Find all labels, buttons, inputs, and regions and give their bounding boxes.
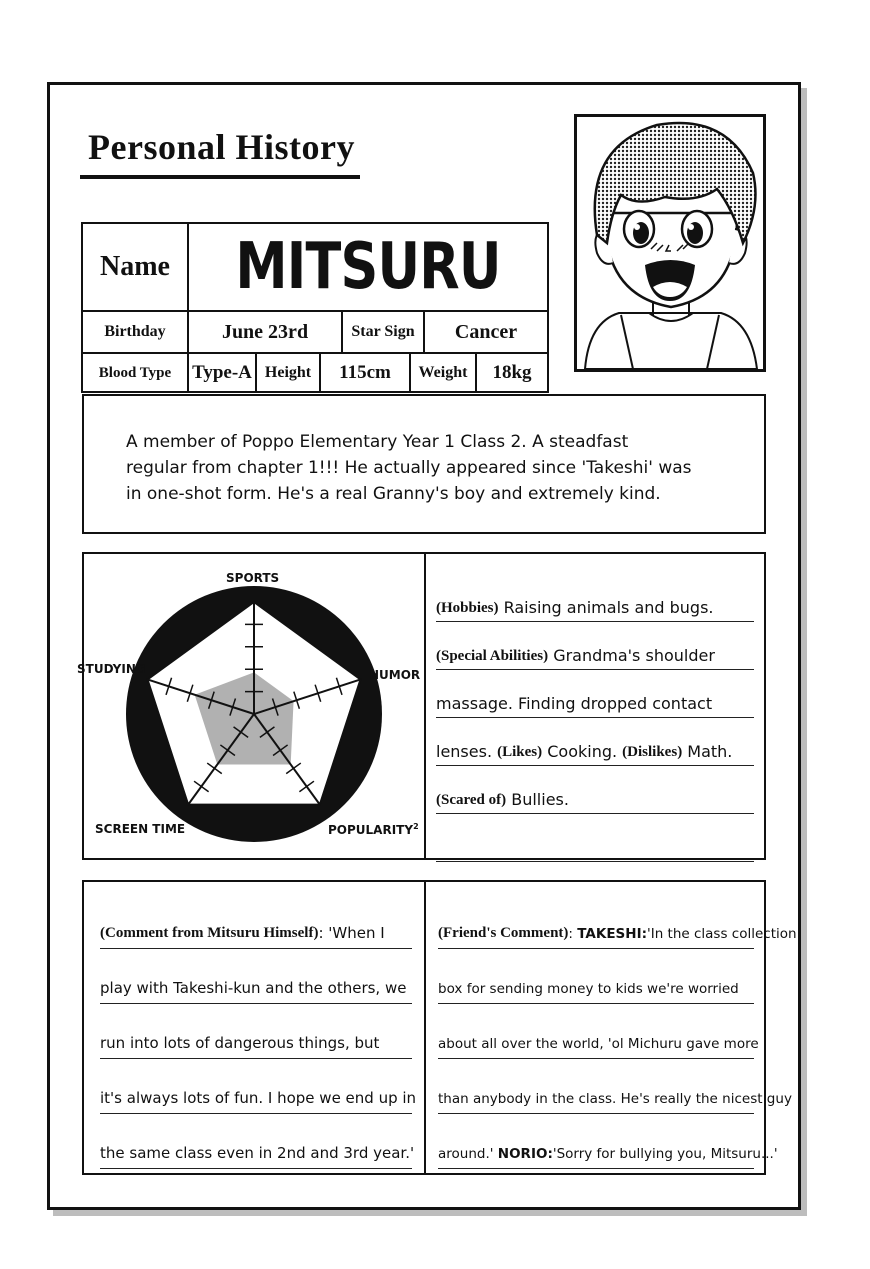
comment-line: than anybody in the class. He's really the nicest guy [438, 1059, 754, 1114]
stats-box [77, 552, 766, 860]
likes-value: Cooking. [547, 742, 618, 761]
character-portrait [574, 114, 766, 372]
description-text [126, 429, 746, 507]
star-sign-value: Cancer [454, 320, 518, 343]
birthday-label: Birthday [104, 323, 166, 340]
comment-text: : 'When I [318, 924, 385, 942]
star-sign-label: Star Sign [351, 323, 415, 340]
portrait-drawing [577, 117, 763, 369]
description-line: in one-shot form. He's a real Granny's boy and extremely kind. [126, 484, 661, 504]
hobbies-value: Raising animals and bugs. [503, 598, 714, 617]
comment-text: around.' [438, 1146, 494, 1162]
trait-line: (Scared of) Bullies. [436, 766, 754, 814]
friend-comment-label: Friend's Comment [443, 925, 564, 941]
axis-label-sports: SPORTS [226, 571, 280, 585]
comment-line: about all over the world, 'ol Michuru gave more [438, 1004, 754, 1059]
traits-list [436, 574, 754, 862]
weight-value: 18kg [492, 362, 532, 383]
special-label: Special Abilities [441, 648, 544, 664]
blood-type-value: Type-A [192, 362, 252, 383]
description-line: regular from chapter 1!!! He actually appeared since 'Takeshi' was [126, 458, 692, 478]
title-underline [80, 175, 360, 179]
character-name: MITSURU [235, 230, 501, 304]
stats-divider [424, 554, 426, 858]
comment-line: box for sending money to kids we're worried [438, 949, 754, 1004]
blood-type-label: Blood Type [98, 364, 172, 381]
likes-label: Likes [502, 744, 538, 760]
comments-box [82, 880, 797, 1175]
height-value: 115cm [339, 362, 391, 383]
height-label: Height [264, 364, 312, 381]
description-box [82, 394, 766, 534]
speaker-takeshi: TAKESHI: [577, 926, 647, 942]
comments-divider [424, 882, 426, 1173]
comment-text: 'In the class collection [647, 926, 797, 942]
dislikes-value: Math. [687, 742, 733, 761]
scared-value: Bullies. [511, 790, 569, 809]
page-title: Personal History [88, 127, 355, 167]
birthday-value: June 23rd [221, 320, 309, 343]
trait-line [436, 670, 754, 718]
comment-line: (Comment from Mitsuru Himself) : 'When I [100, 894, 412, 949]
axis-label-screen-time: SCREEN TIME [95, 822, 186, 836]
description-line: A member of Poppo Elementary Year 1 Class 2. A steadfast [126, 432, 629, 452]
special-value-cont: massage. Finding dropped contact [436, 694, 713, 713]
self-comment [100, 894, 417, 1169]
comment-line: (Friend's Comment) : TAKESHI: 'In the class collection [438, 894, 754, 949]
friend-comment [438, 894, 797, 1169]
comment-text: 'Sorry for bullying you, Mitsuru...' [552, 1146, 778, 1162]
comment-line: play with Takeshi-kun and the others, we [100, 949, 412, 1004]
comment-line: it's always lots of fun. I hope we end up in [100, 1059, 412, 1114]
comment-line: the same class even in 2nd and 3rd year.' [100, 1114, 412, 1169]
trait-line-empty [436, 814, 754, 862]
comment-line: run into lots of dangerous things, but [100, 1004, 412, 1059]
special-value-end: lenses. [436, 742, 493, 761]
axis-label-humor: HUMOR [369, 668, 421, 682]
dislikes-label: Dislikes [627, 744, 678, 760]
trait-line: lenses. (Likes) Cooking. (Dislikes) Math. [436, 718, 754, 766]
trait-line: (Hobbies) Raising animals and bugs. [436, 574, 754, 622]
name-label: Name [100, 251, 170, 282]
axis-label-popularity: POPULARITY$^2$ [328, 822, 419, 837]
scared-label: Scared of [441, 792, 502, 808]
weight-label: Weight [418, 364, 468, 381]
col-divider [187, 224, 189, 310]
hobbies-label: Hobbies [441, 600, 494, 616]
special-value: Grandma's shoulder [553, 646, 715, 665]
self-comment-label: Comment from Mitsuru Himself [105, 925, 314, 941]
axis-label-studying: STUDYING [77, 662, 146, 676]
info-table [81, 222, 549, 393]
comment-line [438, 1114, 778, 1169]
speaker-norio: NORIO: [497, 1146, 553, 1162]
trait-line: (Special Abilities) Grandma's shoulder [436, 622, 754, 670]
radar-chart [84, 554, 424, 858]
